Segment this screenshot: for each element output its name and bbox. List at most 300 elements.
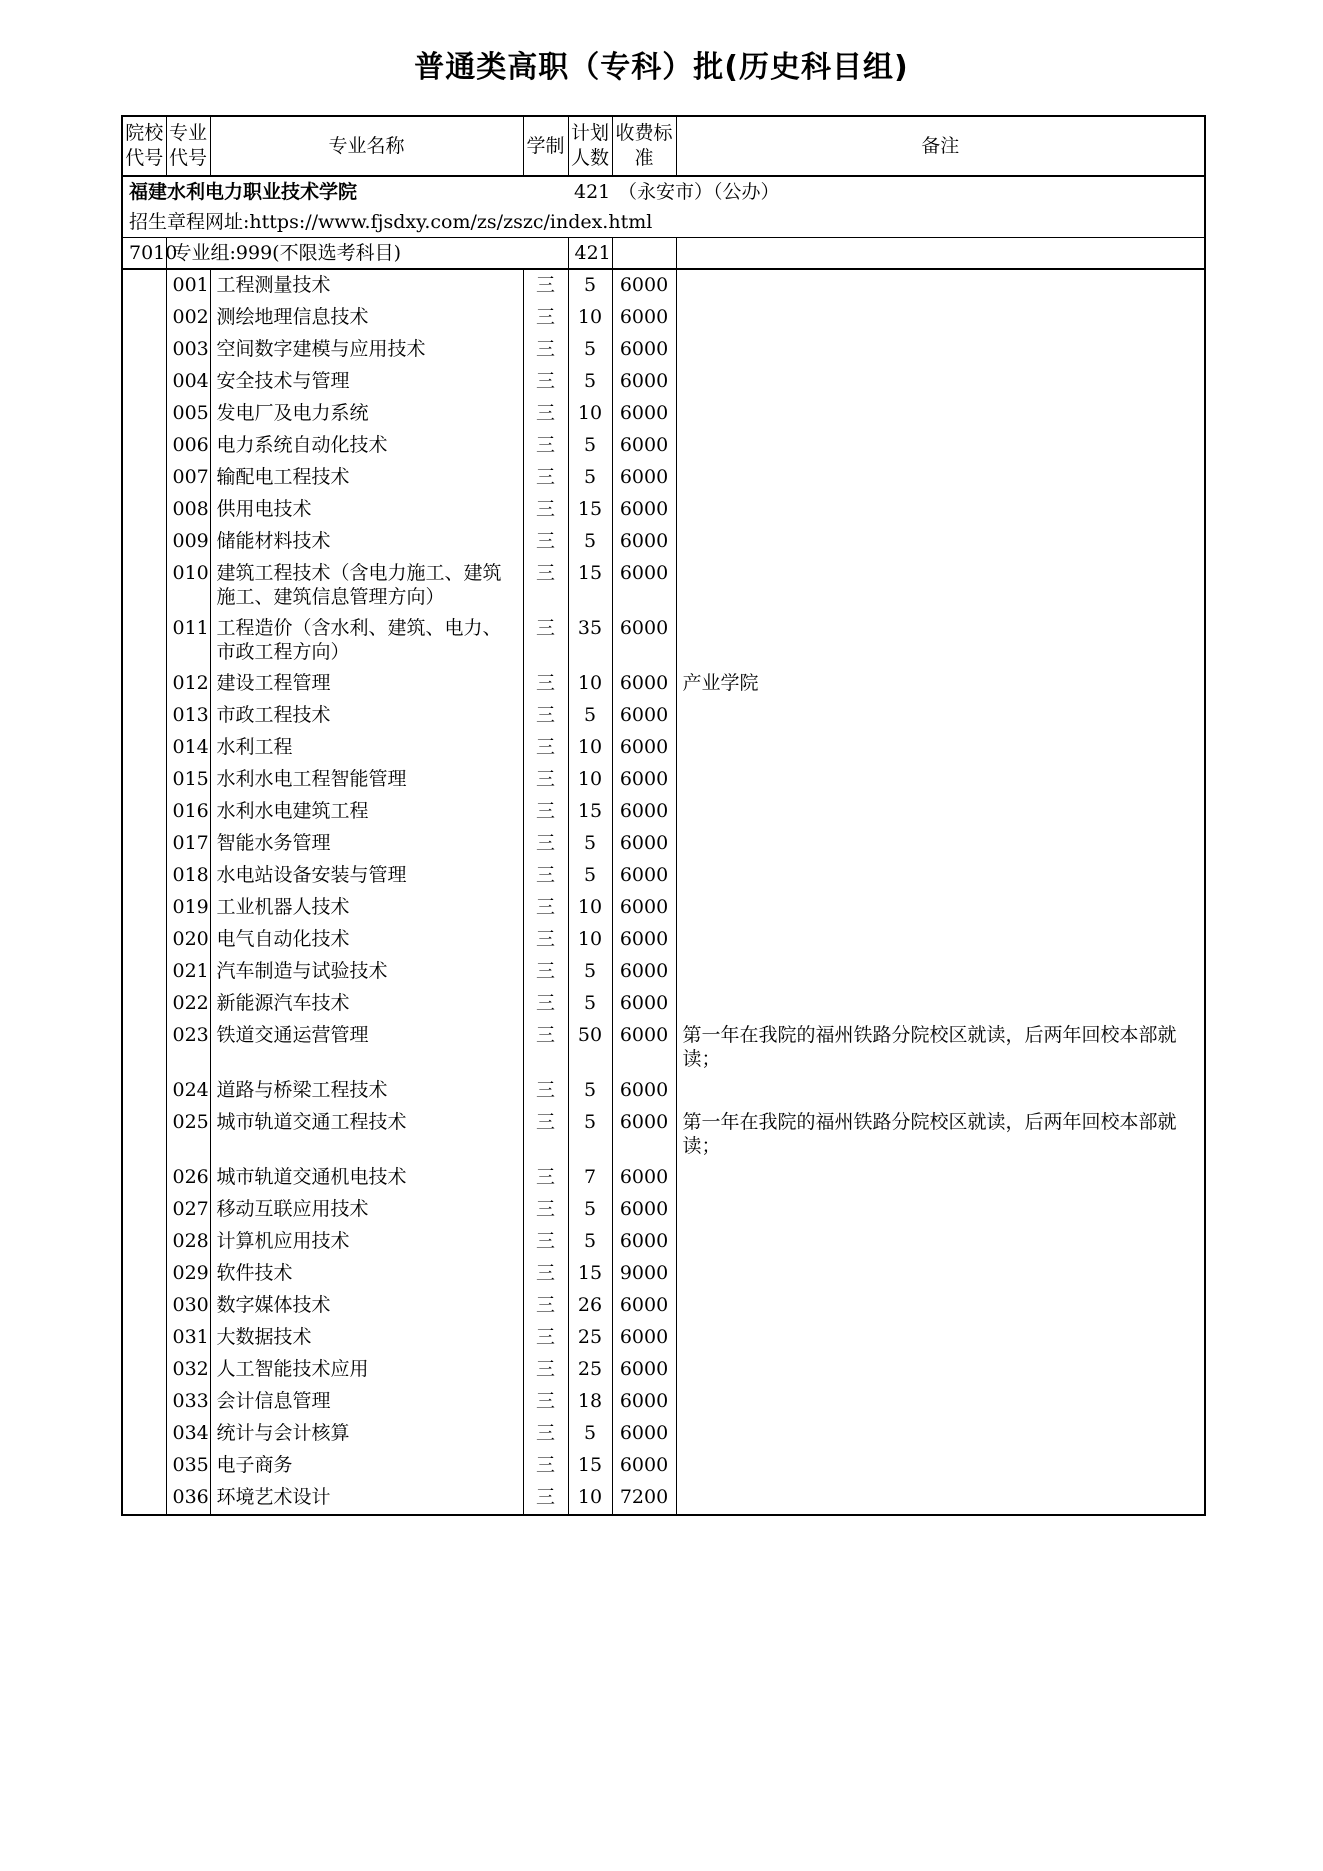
fee-cell: 6000 xyxy=(612,924,676,956)
remark-cell xyxy=(676,366,1205,398)
school-code-cell xyxy=(122,366,166,398)
plan-cell: 5 xyxy=(568,860,612,892)
major-name-cell: 安全技术与管理 xyxy=(210,366,523,398)
plan-cell: 5 xyxy=(568,269,612,302)
plan-cell: 35 xyxy=(568,613,612,668)
major-name-cell: 铁道交通运营管理 xyxy=(210,1020,523,1075)
remark-cell xyxy=(676,764,1205,796)
plan-cell: 15 xyxy=(568,1450,612,1482)
school-code-cell xyxy=(122,462,166,494)
remark-cell: 第一年在我院的福州铁路分院校区就读，后两年回校本部就读； xyxy=(676,1107,1205,1162)
major-code-cell: 014 xyxy=(166,732,210,764)
major-code-cell: 036 xyxy=(166,1482,210,1515)
duration-cell: 三 xyxy=(523,494,568,526)
school-code-cell xyxy=(122,398,166,430)
major-code-cell: 031 xyxy=(166,1322,210,1354)
plan-cell: 10 xyxy=(568,764,612,796)
fee-cell: 6000 xyxy=(612,956,676,988)
school-code-cell xyxy=(122,1194,166,1226)
remark-cell xyxy=(676,302,1205,334)
school-url-row xyxy=(122,207,1205,238)
plan-cell: 26 xyxy=(568,1290,612,1322)
school-code-cell xyxy=(122,334,166,366)
major-name-cell: 工程造价（含水利、建筑、电力、市政工程方向） xyxy=(210,613,523,668)
table-row xyxy=(122,613,1205,668)
major-name-cell: 城市轨道交通机电技术 xyxy=(210,1162,523,1194)
fee-cell: 6000 xyxy=(612,1322,676,1354)
remark-cell xyxy=(676,988,1205,1020)
fee-cell: 6000 xyxy=(612,860,676,892)
duration-cell: 三 xyxy=(523,796,568,828)
table-header-row xyxy=(122,116,1205,176)
header-major-code: 专业代号 xyxy=(166,116,210,176)
major-code-cell: 033 xyxy=(166,1386,210,1418)
fee-cell: 6000 xyxy=(612,494,676,526)
plan-cell: 15 xyxy=(568,494,612,526)
table-row xyxy=(122,828,1205,860)
remark-cell xyxy=(676,796,1205,828)
school-code-cell xyxy=(122,1386,166,1418)
plan-cell: 10 xyxy=(568,1482,612,1515)
header-school-code: 院校代号 xyxy=(122,116,166,176)
school-code-cell xyxy=(122,269,166,302)
plan-cell: 5 xyxy=(568,1075,612,1107)
fee-cell: 6000 xyxy=(612,1226,676,1258)
major-name-cell: 储能材料技术 xyxy=(210,526,523,558)
school-code-cell xyxy=(122,1354,166,1386)
school-code-cell xyxy=(122,924,166,956)
major-code-cell: 024 xyxy=(166,1075,210,1107)
table-row xyxy=(122,1386,1205,1418)
school-code-cell xyxy=(122,613,166,668)
table-row xyxy=(122,1258,1205,1290)
table-row xyxy=(122,334,1205,366)
remark-cell xyxy=(676,526,1205,558)
table-row xyxy=(122,1107,1205,1162)
duration-cell: 三 xyxy=(523,334,568,366)
major-code-cell: 018 xyxy=(166,860,210,892)
major-code-cell: 020 xyxy=(166,924,210,956)
remark-cell xyxy=(676,828,1205,860)
school-code-cell xyxy=(122,988,166,1020)
plan-cell: 5 xyxy=(568,1226,612,1258)
major-name-cell: 软件技术 xyxy=(210,1258,523,1290)
plan-cell: 18 xyxy=(568,1386,612,1418)
table-row xyxy=(122,796,1205,828)
table-row xyxy=(122,558,1205,613)
major-name-cell: 数字媒体技术 xyxy=(210,1290,523,1322)
fee-cell: 6000 xyxy=(612,334,676,366)
major-name-cell: 计算机应用技术 xyxy=(210,1226,523,1258)
remark-cell: 产业学院 xyxy=(676,668,1205,700)
fee-cell: 6000 xyxy=(612,269,676,302)
fee-cell: 6000 xyxy=(612,613,676,668)
group-code: 7010 xyxy=(122,238,166,270)
duration-cell: 三 xyxy=(523,732,568,764)
remark-cell xyxy=(676,398,1205,430)
fee-cell: 6000 xyxy=(612,892,676,924)
duration-cell: 三 xyxy=(523,668,568,700)
fee-cell: 6000 xyxy=(612,1107,676,1162)
school-code-cell xyxy=(122,1290,166,1322)
school-code-cell xyxy=(122,828,166,860)
remark-cell xyxy=(676,1194,1205,1226)
major-name-cell: 新能源汽车技术 xyxy=(210,988,523,1020)
table-row xyxy=(122,988,1205,1020)
table-row xyxy=(122,892,1205,924)
major-name-cell: 汽车制造与试验技术 xyxy=(210,956,523,988)
school-code-cell xyxy=(122,732,166,764)
duration-cell: 三 xyxy=(523,366,568,398)
major-name-cell: 水电站设备安装与管理 xyxy=(210,860,523,892)
fee-cell: 6000 xyxy=(612,1386,676,1418)
school-code-cell xyxy=(122,1482,166,1515)
major-name-cell: 道路与桥梁工程技术 xyxy=(210,1075,523,1107)
duration-cell: 三 xyxy=(523,1482,568,1515)
school-name: 福建水利电力职业技术学院 xyxy=(129,181,358,203)
school-code-cell xyxy=(122,1020,166,1075)
plan-cell: 10 xyxy=(568,668,612,700)
major-name-cell: 发电厂及电力系统 xyxy=(210,398,523,430)
plan-cell: 15 xyxy=(568,796,612,828)
duration-cell: 三 xyxy=(523,892,568,924)
major-name-cell: 建设工程管理 xyxy=(210,668,523,700)
school-url: 招生章程网址:https://www.fjsdxy.com/zs/zszc/index.html xyxy=(122,207,1205,238)
major-name-cell: 市政工程技术 xyxy=(210,700,523,732)
table-row xyxy=(122,1226,1205,1258)
header-fee: 收费标准 xyxy=(612,116,676,176)
header-major-name: 专业名称 xyxy=(210,116,523,176)
major-code-cell: 030 xyxy=(166,1290,210,1322)
remark-cell xyxy=(676,860,1205,892)
plan-cell: 10 xyxy=(568,302,612,334)
fee-cell: 6000 xyxy=(612,366,676,398)
duration-cell: 三 xyxy=(523,956,568,988)
major-name-cell: 建筑工程技术（含电力施工、建筑施工、建筑信息管理方向） xyxy=(210,558,523,613)
major-code-cell: 034 xyxy=(166,1418,210,1450)
remark-cell xyxy=(676,1162,1205,1194)
plan-cell: 25 xyxy=(568,1322,612,1354)
major-name-cell: 城市轨道交通工程技术 xyxy=(210,1107,523,1162)
duration-cell: 三 xyxy=(523,430,568,462)
school-row xyxy=(122,176,1205,207)
duration-cell: 三 xyxy=(523,526,568,558)
fee-cell: 6000 xyxy=(612,430,676,462)
duration-cell: 三 xyxy=(523,988,568,1020)
major-code-cell: 023 xyxy=(166,1020,210,1075)
plan-cell: 10 xyxy=(568,732,612,764)
duration-cell: 三 xyxy=(523,764,568,796)
major-name-cell: 水利水电工程智能管理 xyxy=(210,764,523,796)
major-code-cell: 008 xyxy=(166,494,210,526)
major-name-cell: 供用电技术 xyxy=(210,494,523,526)
major-code-cell: 009 xyxy=(166,526,210,558)
fee-cell: 6000 xyxy=(612,732,676,764)
remark-cell xyxy=(676,1075,1205,1107)
plan-cell: 5 xyxy=(568,1418,612,1450)
duration-cell: 三 xyxy=(523,860,568,892)
table-row xyxy=(122,462,1205,494)
school-code-cell xyxy=(122,1450,166,1482)
table-row xyxy=(122,1162,1205,1194)
school-plan: 421 xyxy=(574,181,611,203)
header-duration: 学制 xyxy=(523,116,568,176)
major-code-cell: 006 xyxy=(166,430,210,462)
school-code-cell xyxy=(122,1162,166,1194)
plan-cell: 50 xyxy=(568,1020,612,1075)
duration-cell: 三 xyxy=(523,700,568,732)
major-code-cell: 005 xyxy=(166,398,210,430)
major-name-cell: 电子商务 xyxy=(210,1450,523,1482)
group-fee-empty xyxy=(612,238,676,270)
plan-cell: 25 xyxy=(568,1354,612,1386)
group-label: 专业组:999(不限选考科目) xyxy=(166,238,568,270)
remark-cell xyxy=(676,892,1205,924)
table-row xyxy=(122,1194,1205,1226)
fee-cell: 6000 xyxy=(612,1162,676,1194)
major-code-cell: 007 xyxy=(166,462,210,494)
plan-cell: 5 xyxy=(568,366,612,398)
fee-cell: 6000 xyxy=(612,796,676,828)
major-name-cell: 空间数字建模与应用技术 xyxy=(210,334,523,366)
remark-cell xyxy=(676,1258,1205,1290)
table-row xyxy=(122,1354,1205,1386)
duration-cell: 三 xyxy=(523,302,568,334)
table-row xyxy=(122,700,1205,732)
school-note: （永安市）（公办） xyxy=(618,181,780,203)
school-code-cell xyxy=(122,1226,166,1258)
table-row xyxy=(122,1450,1205,1482)
major-code-cell: 026 xyxy=(166,1162,210,1194)
fee-cell: 6000 xyxy=(612,526,676,558)
group-row xyxy=(122,238,1205,270)
duration-cell: 三 xyxy=(523,1418,568,1450)
major-code-cell: 011 xyxy=(166,613,210,668)
major-name-cell: 电力系统自动化技术 xyxy=(210,430,523,462)
school-code-cell xyxy=(122,494,166,526)
table-row xyxy=(122,668,1205,700)
fee-cell: 6000 xyxy=(612,1354,676,1386)
remark-cell xyxy=(676,1482,1205,1515)
duration-cell: 三 xyxy=(523,1107,568,1162)
school-code-cell xyxy=(122,1258,166,1290)
remark-cell xyxy=(676,1450,1205,1482)
remark-cell xyxy=(676,700,1205,732)
remark-cell xyxy=(676,1386,1205,1418)
fee-cell: 6000 xyxy=(612,1418,676,1450)
duration-cell: 三 xyxy=(523,1194,568,1226)
remark-cell xyxy=(676,558,1205,613)
major-code-cell: 013 xyxy=(166,700,210,732)
major-code-cell: 016 xyxy=(166,796,210,828)
school-code-cell xyxy=(122,558,166,613)
plan-cell: 5 xyxy=(568,526,612,558)
remark-cell xyxy=(676,1290,1205,1322)
fee-cell: 6000 xyxy=(612,398,676,430)
fee-cell: 6000 xyxy=(612,700,676,732)
major-name-cell: 工业机器人技术 xyxy=(210,892,523,924)
remark-cell xyxy=(676,924,1205,956)
school-code-cell xyxy=(122,1322,166,1354)
table-row xyxy=(122,732,1205,764)
remark-cell xyxy=(676,430,1205,462)
major-name-cell: 人工智能技术应用 xyxy=(210,1354,523,1386)
table-row xyxy=(122,398,1205,430)
major-name-cell: 测绘地理信息技术 xyxy=(210,302,523,334)
remark-cell xyxy=(676,613,1205,668)
plan-cell: 5 xyxy=(568,430,612,462)
major-code-cell: 021 xyxy=(166,956,210,988)
school-code-cell xyxy=(122,892,166,924)
fee-cell: 6000 xyxy=(612,1290,676,1322)
plan-cell: 15 xyxy=(568,1258,612,1290)
major-name-cell: 会计信息管理 xyxy=(210,1386,523,1418)
table-row xyxy=(122,526,1205,558)
major-name-cell: 工程测量技术 xyxy=(210,269,523,302)
table-row xyxy=(122,956,1205,988)
table-row xyxy=(122,269,1205,302)
duration-cell: 三 xyxy=(523,1258,568,1290)
plan-cell: 10 xyxy=(568,892,612,924)
remark-cell xyxy=(676,732,1205,764)
duration-cell: 三 xyxy=(523,1354,568,1386)
table-row xyxy=(122,1322,1205,1354)
plan-cell: 15 xyxy=(568,558,612,613)
major-code-cell: 003 xyxy=(166,334,210,366)
remark-cell xyxy=(676,334,1205,366)
school-code-cell xyxy=(122,668,166,700)
plan-cell: 5 xyxy=(568,988,612,1020)
duration-cell: 三 xyxy=(523,462,568,494)
major-code-cell: 002 xyxy=(166,302,210,334)
school-code-cell xyxy=(122,302,166,334)
school-code-cell xyxy=(122,1075,166,1107)
duration-cell: 三 xyxy=(523,398,568,430)
school-code-cell xyxy=(122,1107,166,1162)
group-remark-empty xyxy=(676,238,1205,270)
plan-cell: 5 xyxy=(568,1107,612,1162)
school-code-cell xyxy=(122,764,166,796)
table-row xyxy=(122,1020,1205,1075)
table-row xyxy=(122,764,1205,796)
fee-cell: 6000 xyxy=(612,988,676,1020)
duration-cell: 三 xyxy=(523,924,568,956)
duration-cell: 三 xyxy=(523,613,568,668)
duration-cell: 三 xyxy=(523,1322,568,1354)
major-code-cell: 019 xyxy=(166,892,210,924)
table-row xyxy=(122,302,1205,334)
fee-cell: 6000 xyxy=(612,668,676,700)
fee-cell: 7200 xyxy=(612,1482,676,1515)
remark-cell xyxy=(676,1418,1205,1450)
major-code-cell: 035 xyxy=(166,1450,210,1482)
header-plan: 计划人数 xyxy=(568,116,612,176)
table-row xyxy=(122,430,1205,462)
school-code-cell xyxy=(122,700,166,732)
fee-cell: 6000 xyxy=(612,1075,676,1107)
table-row xyxy=(122,494,1205,526)
remark-cell xyxy=(676,956,1205,988)
major-name-cell: 电气自动化技术 xyxy=(210,924,523,956)
fee-cell: 6000 xyxy=(612,1194,676,1226)
remark-cell xyxy=(676,1322,1205,1354)
duration-cell: 三 xyxy=(523,1226,568,1258)
remark-cell: 第一年在我院的福州铁路分院校区就读，后两年回校本部就读； xyxy=(676,1020,1205,1075)
plan-cell: 5 xyxy=(568,334,612,366)
major-name-cell: 统计与会计核算 xyxy=(210,1418,523,1450)
remark-cell xyxy=(676,1354,1205,1386)
plan-cell: 10 xyxy=(568,924,612,956)
major-code-cell: 032 xyxy=(166,1354,210,1386)
major-code-cell: 001 xyxy=(166,269,210,302)
duration-cell: 三 xyxy=(523,828,568,860)
duration-cell: 三 xyxy=(523,1386,568,1418)
plan-cell: 5 xyxy=(568,462,612,494)
duration-cell: 三 xyxy=(523,1450,568,1482)
major-code-cell: 029 xyxy=(166,1258,210,1290)
major-code-cell: 010 xyxy=(166,558,210,613)
fee-cell: 6000 xyxy=(612,1450,676,1482)
plan-cell: 5 xyxy=(568,1194,612,1226)
fee-cell: 6000 xyxy=(612,764,676,796)
table-row xyxy=(122,860,1205,892)
remark-cell xyxy=(676,494,1205,526)
plan-cell: 10 xyxy=(568,398,612,430)
header-remark: 备注 xyxy=(676,116,1205,176)
major-name-cell: 大数据技术 xyxy=(210,1322,523,1354)
page-title: 普通类高职（专科）批(历史科目组) xyxy=(414,50,909,85)
table-row xyxy=(122,366,1205,398)
school-code-cell xyxy=(122,1418,166,1450)
admissions-table xyxy=(121,115,1206,1516)
duration-cell: 三 xyxy=(523,1162,568,1194)
school-code-cell xyxy=(122,956,166,988)
major-code-cell: 025 xyxy=(166,1107,210,1162)
duration-cell: 三 xyxy=(523,269,568,302)
major-code-cell: 004 xyxy=(166,366,210,398)
duration-cell: 三 xyxy=(523,1020,568,1075)
duration-cell: 三 xyxy=(523,1075,568,1107)
major-code-cell: 012 xyxy=(166,668,210,700)
major-code-cell: 027 xyxy=(166,1194,210,1226)
school-code-cell xyxy=(122,430,166,462)
group-plan: 421 xyxy=(568,238,612,270)
fee-cell: 6000 xyxy=(612,1020,676,1075)
table-row xyxy=(122,1290,1205,1322)
major-name-cell: 水利工程 xyxy=(210,732,523,764)
fee-cell: 6000 xyxy=(612,302,676,334)
major-name-cell: 移动互联应用技术 xyxy=(210,1194,523,1226)
school-code-cell xyxy=(122,860,166,892)
major-code-cell: 022 xyxy=(166,988,210,1020)
plan-cell: 5 xyxy=(568,956,612,988)
remark-cell xyxy=(676,462,1205,494)
remark-cell xyxy=(676,1226,1205,1258)
major-name-cell: 环境艺术设计 xyxy=(210,1482,523,1515)
fee-cell: 6000 xyxy=(612,828,676,860)
major-name-cell: 智能水务管理 xyxy=(210,828,523,860)
duration-cell: 三 xyxy=(523,1290,568,1322)
fee-cell: 6000 xyxy=(612,558,676,613)
plan-cell: 7 xyxy=(568,1162,612,1194)
table-row xyxy=(122,1418,1205,1450)
fee-cell: 9000 xyxy=(612,1258,676,1290)
plan-cell: 5 xyxy=(568,828,612,860)
major-name-cell: 水利水电建筑工程 xyxy=(210,796,523,828)
school-code-cell xyxy=(122,526,166,558)
major-code-cell: 015 xyxy=(166,764,210,796)
plan-cell: 5 xyxy=(568,700,612,732)
